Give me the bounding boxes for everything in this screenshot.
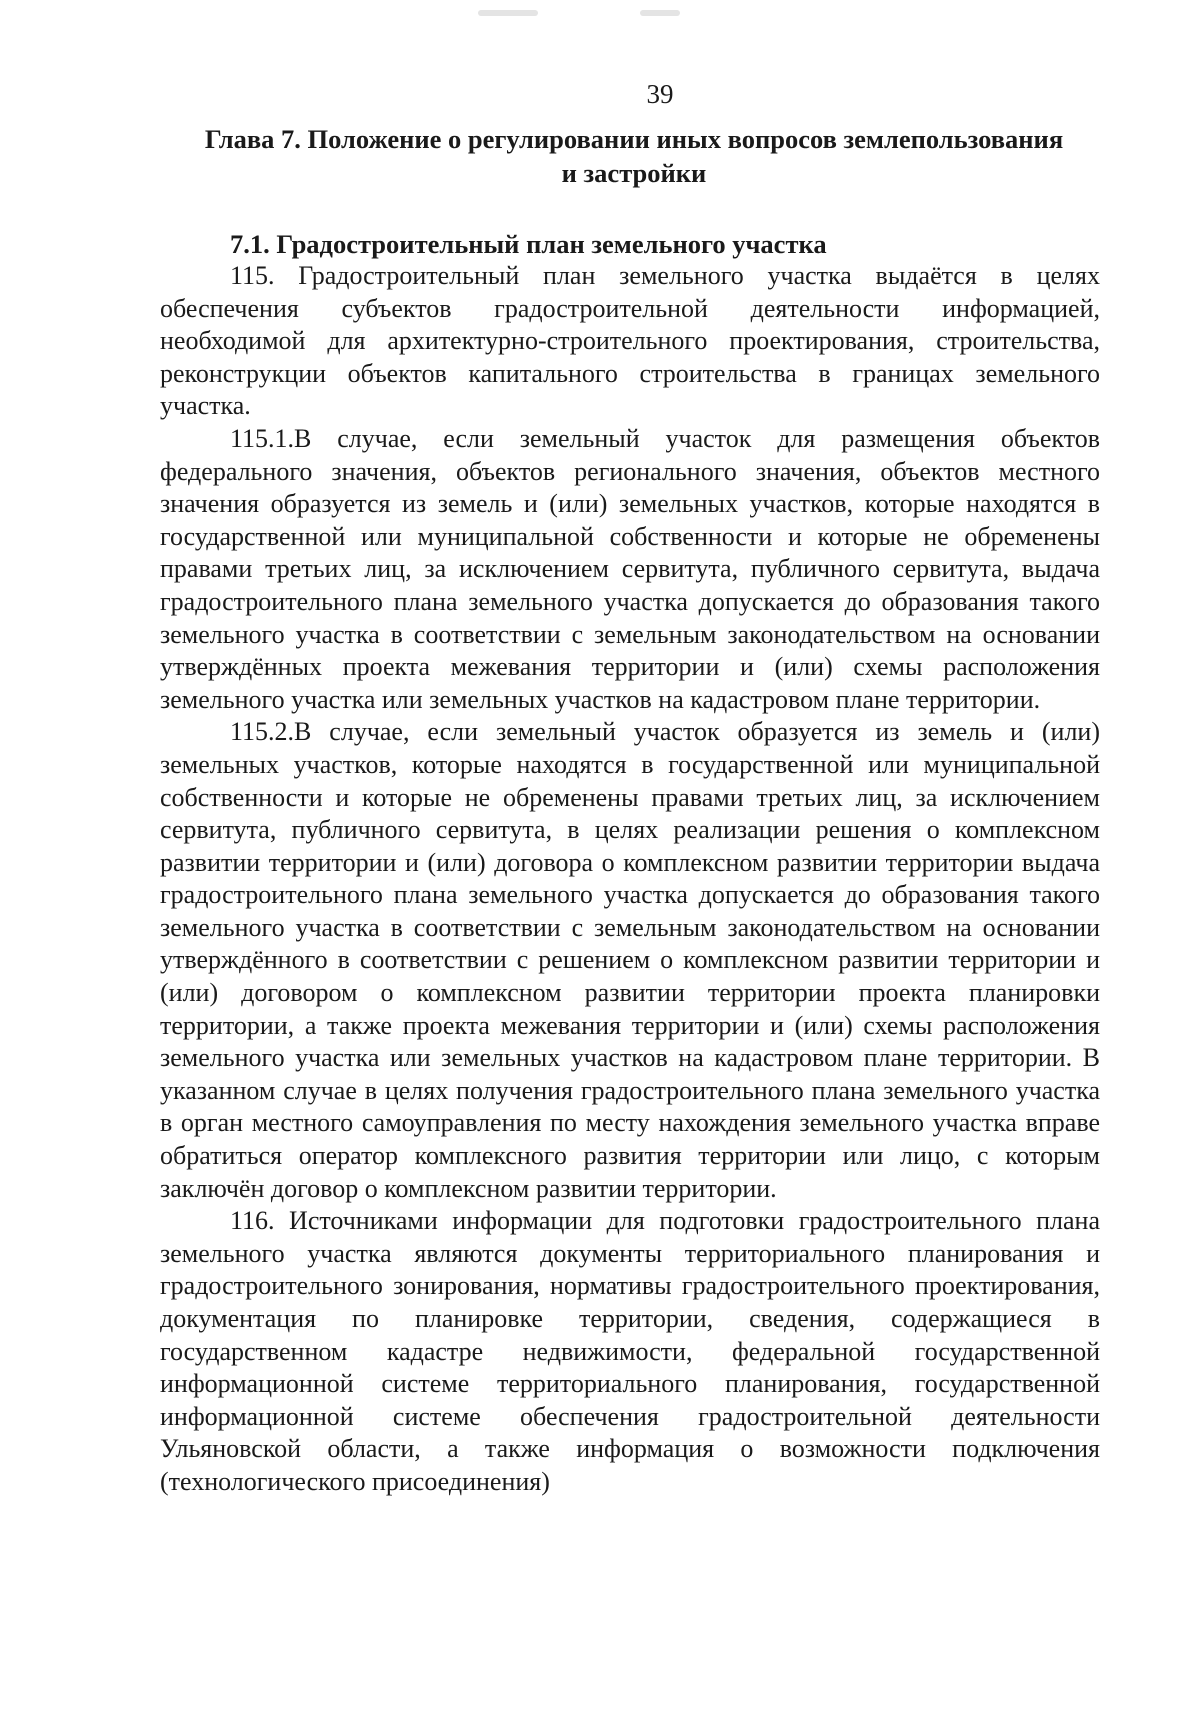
- scan-artifact: [478, 10, 538, 16]
- page-number: 39: [646, 79, 674, 109]
- section-title: 7.1. Градостроительный план земельного участка: [230, 229, 827, 259]
- paragraph-115-1: 115.1.В случае, если земельный участок для размещения объектов федерального значения, объектов регионального значения, объектов местного значения образуется из земель и (или) земельных участков, которые находятся в государственной или муниципальной собственности и которые не обременены правами третьих лиц, за исключением сервитута, публичного сервитута, выдача градостроительного плана земельного участка допускается до образования такого земельного участка в соответствии с земельным законодательством на основании утверждённых проекта межевания территории и (или) схемы расположения земельного участка или земельных участков на кадастровом плане территории.: [160, 423, 1100, 714]
- chapter-title-line-1: Глава 7. Положение о регулировании иных вопросов землепользования: [204, 124, 1064, 154]
- document-page: [160, 78, 1100, 1499]
- chapter-title: [154, 122, 1114, 190]
- paragraph-116: 116. Источниками информации для подготовки градостроительного плана земельного участка являются документы территориального планирования и градостроительного зонирования, нормативы градостроительного проектирования, документация по планировке территории, сведения, содержащиеся в государственном кадастре недвижимости, федеральной государственной информационной системе территориального планирования, государственной информационной системе обеспечения градостроительной деятельности Ульяновской области, а также информация о возможности подключения (технологического присоединения): [160, 1206, 1100, 1496]
- chapter-title-line-2: и застройки: [561, 158, 707, 188]
- paragraph-115-2: 115.2.В случае, если земельный участок образуется из земель и (или) земельных участков, которые находятся в государственной или муниципальной собственности и которые не обременены правами третьих лиц, за исключением сервитута, публичного сервитута, в целях реализации решения о комплексном развитии территории и (или) договора о комплексном развитии территории выдача градостроительного плана земельного участка допускается до образования такого земельного участка в соответствии с земельным законодательством на основании утверждённого в соответствии с решением о комплексном развитии территории и (или) договором о комплексном развитии территории проекта планировки территории, а также проекта межевания территории и (или) схемы расположения земельного участка или земельных участков на кадастровом плане территории. В указанном случае в целях получения градостроительного плана земельного участка в орган местного самоуправления по месту нахождения земельного участка вправе обратиться оператор комплексного развития территории или лицо, с которым заключён договор о комплексном развитии территории.: [160, 717, 1100, 1203]
- scan-artifact: [640, 10, 680, 16]
- paragraph-115: 115. Градостроительный план земельного участка выдаётся в целях обеспечения субъектов градостроительной деятельности информацией, необходимой для архитектурно-строительного проектирования, строительства, реконструкции объектов капитального строительства в границах земельного участка.: [160, 261, 1100, 421]
